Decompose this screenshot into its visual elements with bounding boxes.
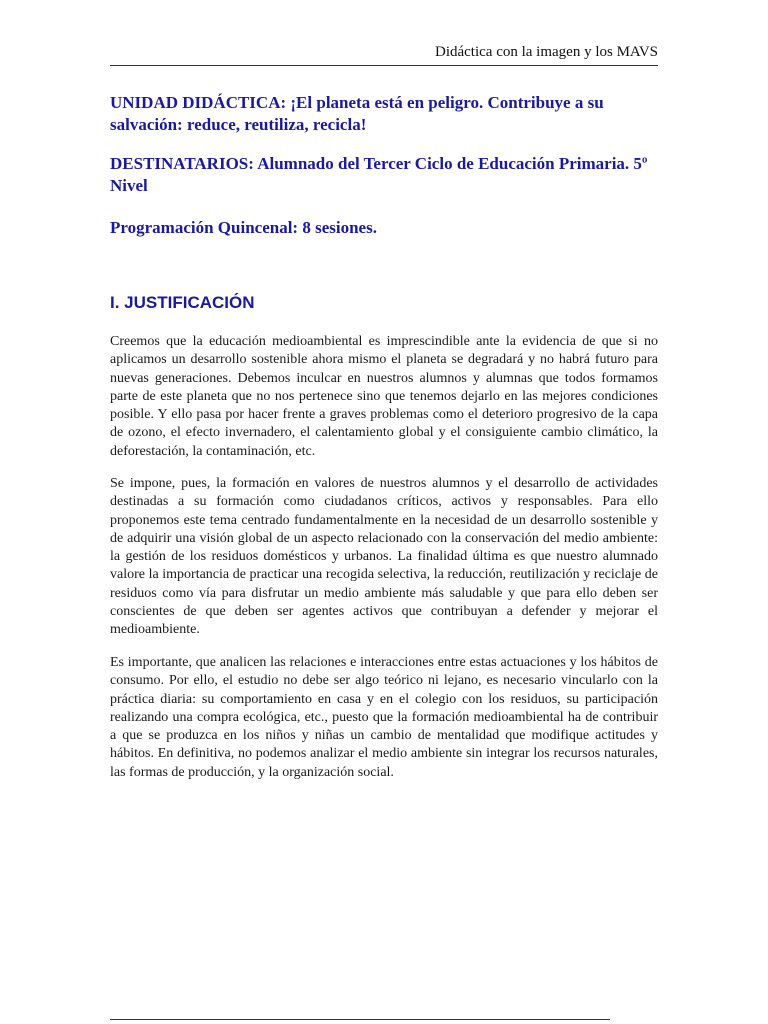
header-rule <box>110 65 658 66</box>
paragraph-3: Es importante, que analicen las relaciones e interacciones entre estas actuaciones y los hábitos de consumo. Por ello, el estudio no debe ser algo teórico ni lejano, es necesario vincularlo con la práctica diaria: su comportamiento en casa y en el colegio con los residuos, su participación realizando una compra ecológica, etc., puesto que la formación medioambiental ha de contribuir a que se produzca en los niños y niñas un cambio de mentalidad que modifique actitudes y hábitos. En definitiva, no podemos analizar el medio ambiente sin integrar los recursos naturales, las formas de producción, y la organización social. <box>110 655 658 780</box>
destinatarios-heading: DESTINATARIOS: Alumnado del Tercer Ciclo de Educación Primaria. 5º Nivel <box>110 154 648 195</box>
footer-rule <box>110 1019 610 1020</box>
unidad-didactica-heading: UNIDAD DIDÁCTICA: ¡El planeta está en peligro. Contribuye a su salvación: reduce, reutiliza, recicla! <box>110 93 604 134</box>
paragraph-2: Se impone, pues, la formación en valores de nuestros alumnos y el desarrollo de actividades destinadas a su formación como ciudadanos críticos, activos y responsables. Para ello proponemos este tema centrado fundamentalmente en la necesidad de un desarrollo sostenible y de adquirir una visión global de un aspecto relacionado con la conservación del medio ambiente: la gestión de los residuos domésticos y urbanos. La finalidad última es que nuestro alumnado valore la importancia de practicar una recogida selectiva, la reducción, reutilización y reciclaje de residuos como vía para disfrutar un medio ambiente más saludable y que para ello deben ser conscientes de que deben ser agentes activos que contribuyan a defender y mejorar el medioambiente. <box>110 476 658 638</box>
running-header: Didáctica con la imagen y los MAVS <box>434 44 658 60</box>
paragraph-1: Creemos que la educación medioambiental es imprescindible ante la evidencia de que si no aplicamos un desarrollo sostenible ahora mismo el planeta se degradará y no habrá futuro para nuevas generaciones. Debemos inculcar en nuestros alumnos y alumnas que todos formamos parte de este planeta que no nos pertenece sino que tenemos dejarlo en las mejores condiciones posible. Y ello pasa por hacer frente a graves problemas como el deterioro progresivo de la capa de ozono, el efecto invernadero, el calentamiento global y el consiguiente cambio climático, la deforestación, la contaminación, etc. <box>110 334 658 459</box>
section-title-justificacion: I. JUSTIFICACIÓN <box>110 293 255 312</box>
programacion-heading: Programación Quincenal: 8 sesiones. <box>110 218 377 237</box>
